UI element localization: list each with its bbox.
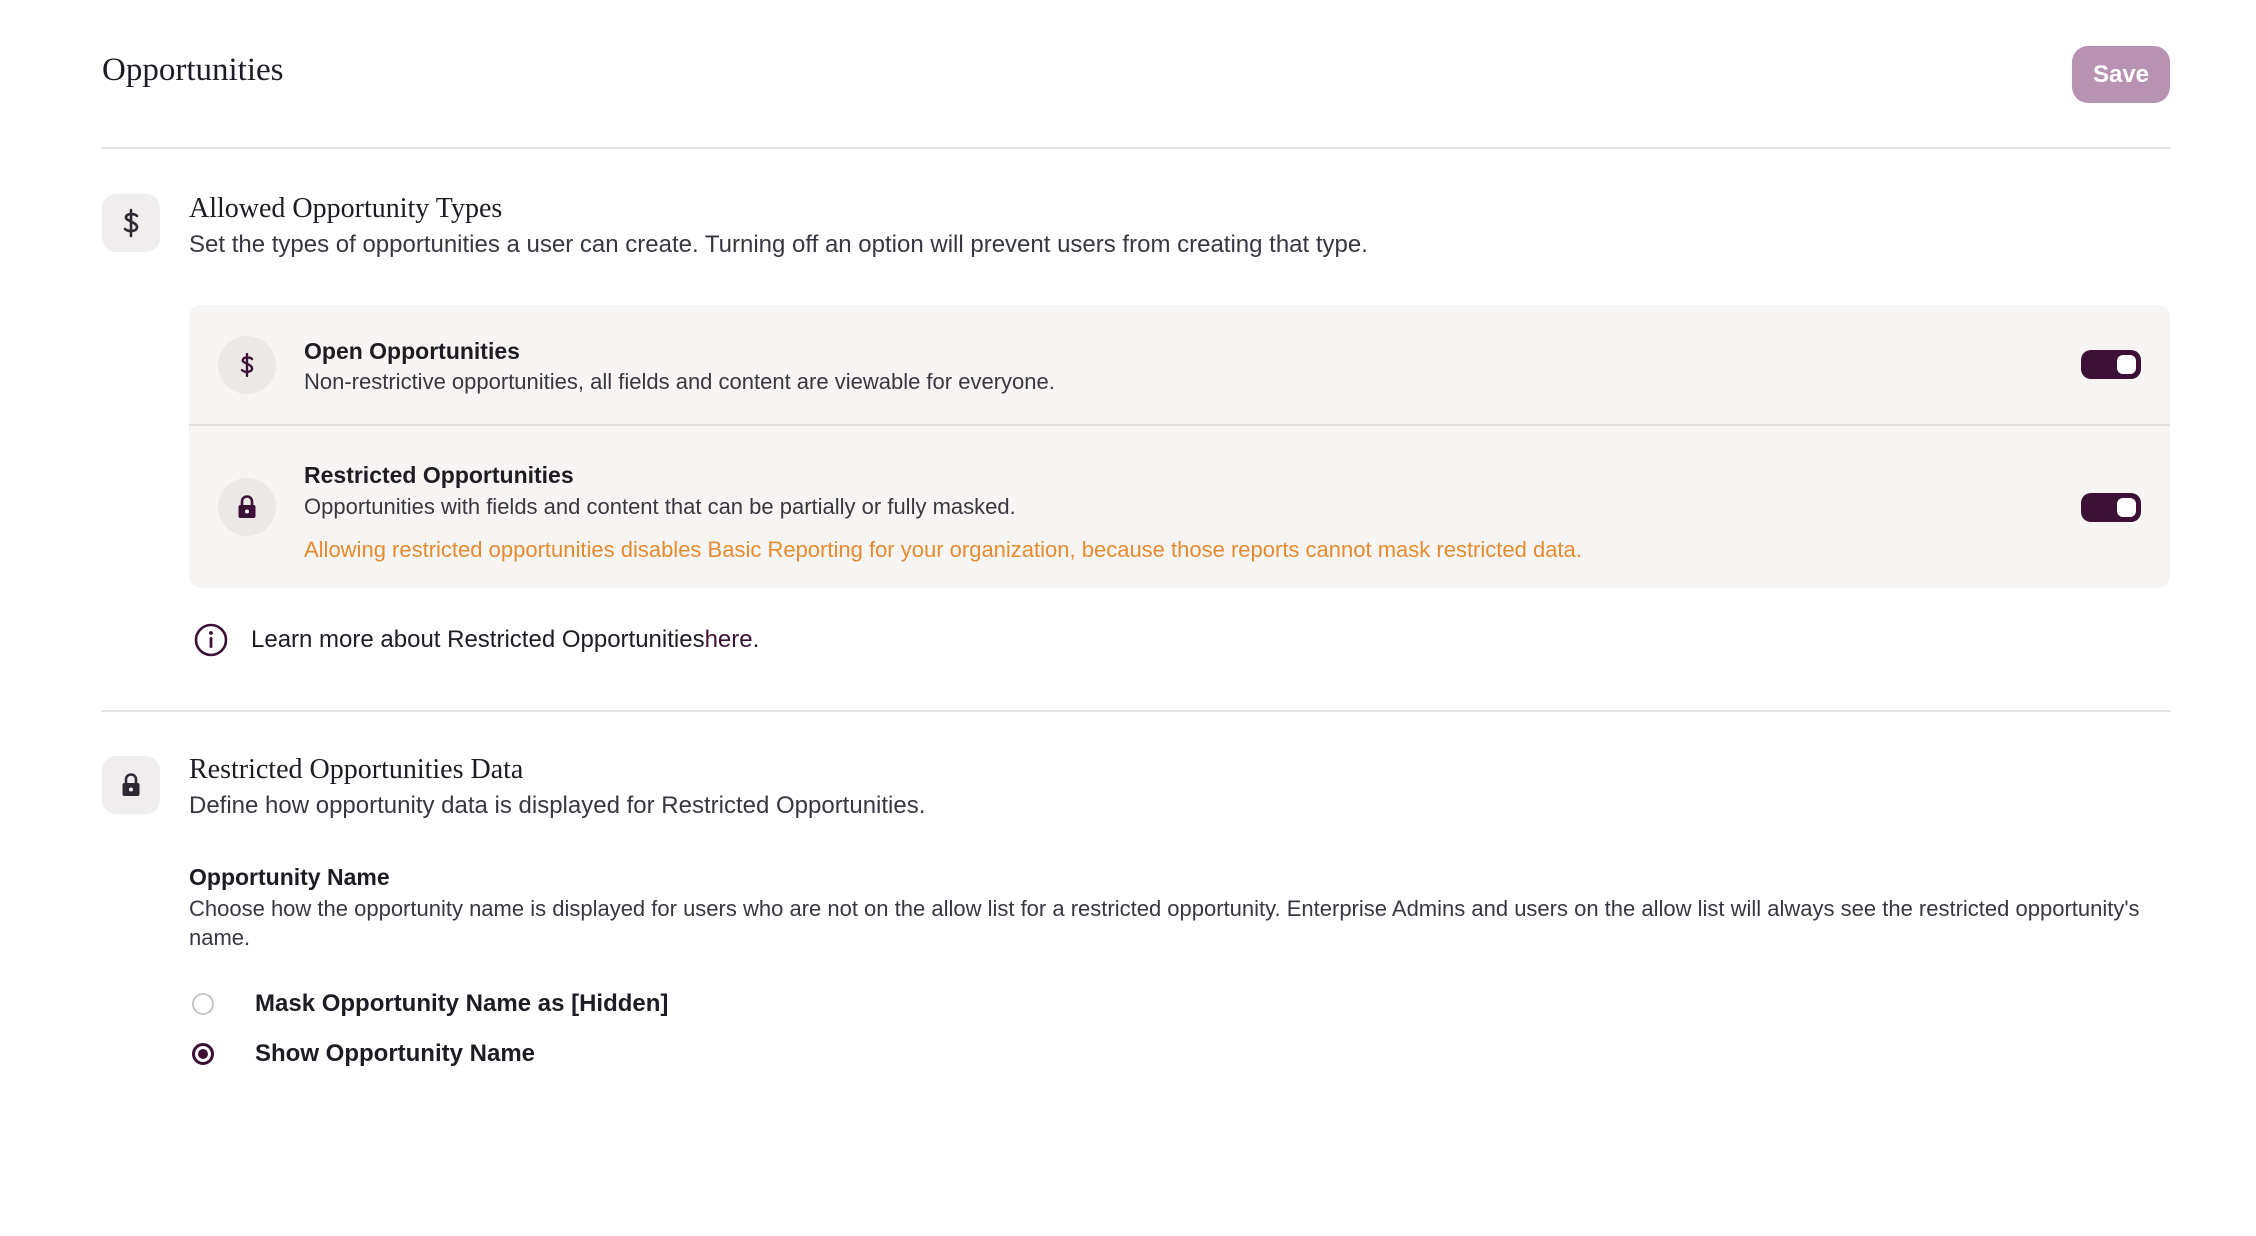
section-description-restricted-data: Define how opportunity data is displayed for Restricted Opportunities.: [189, 792, 926, 819]
page-title: Opportunities: [102, 52, 284, 88]
open-opportunities-title: Open Opportunities: [304, 338, 520, 364]
show-name-radio[interactable]: [192, 1043, 214, 1065]
learn-more-link[interactable]: here: [704, 626, 753, 653]
restricted-opportunities-toggle[interactable]: [2081, 493, 2141, 522]
section-title-restricted-data: Restricted Opportunities Data: [189, 754, 524, 785]
lock-icon: [102, 756, 160, 814]
learn-more-note: [193, 622, 759, 658]
dollar-icon: [102, 194, 160, 252]
show-name-option[interactable]: [192, 1038, 535, 1070]
opportunity-types-card: [189, 305, 2170, 588]
section-title-allowed-types: Allowed Opportunity Types: [189, 193, 503, 224]
toggle-knob: [2117, 498, 2136, 517]
section-divider: [102, 710, 2170, 712]
save-button[interactable]: Save: [2072, 46, 2170, 103]
restricted-opportunities-description: Opportunities with fields and content that can be partially or fully masked.: [304, 494, 1016, 519]
lock-icon: [218, 478, 276, 536]
open-opportunities-description: Non-restrictive opportunities, all fields and content are viewable for everyone.: [304, 369, 1055, 394]
page-header: [102, 0, 2170, 148]
open-opportunities-toggle[interactable]: [2081, 350, 2141, 379]
info-icon: [193, 622, 229, 658]
restricted-opportunities-row: [189, 426, 2170, 588]
show-name-label: Show Opportunity Name: [255, 1040, 536, 1067]
section-description-allowed-types: Set the types of opportunities a user can create. Turning off an option will prevent users from creating that type.: [189, 231, 1368, 258]
mask-name-radio[interactable]: [192, 993, 214, 1015]
restricted-opportunities-warning: Allowing restricted opportunities disables Basic Reporting for your organization, because those reports cannot mask restricted data.: [304, 537, 1582, 562]
mask-name-label: Mask Opportunity Name as [Hidden]: [255, 990, 669, 1017]
dollar-icon: [218, 336, 276, 394]
header-divider: [102, 147, 2170, 149]
mask-name-option[interactable]: [192, 988, 668, 1020]
learn-more-period: .: [752, 626, 760, 653]
learn-more-text: Learn more about Restricted Opportunities: [251, 626, 705, 653]
opportunity-name-description: Choose how the opportunity name is displayed for users who are not on the allow list for a restricted opportunity. Enterprise Admins and users on the allow list will always see the restricted opportunity's name.: [189, 896, 2140, 950]
toggle-knob: [2117, 355, 2136, 374]
open-opportunities-row: [189, 305, 2170, 424]
opportunity-name-label: Opportunity Name: [189, 864, 390, 890]
restricted-opportunities-title: Restricted Opportunities: [304, 462, 574, 488]
